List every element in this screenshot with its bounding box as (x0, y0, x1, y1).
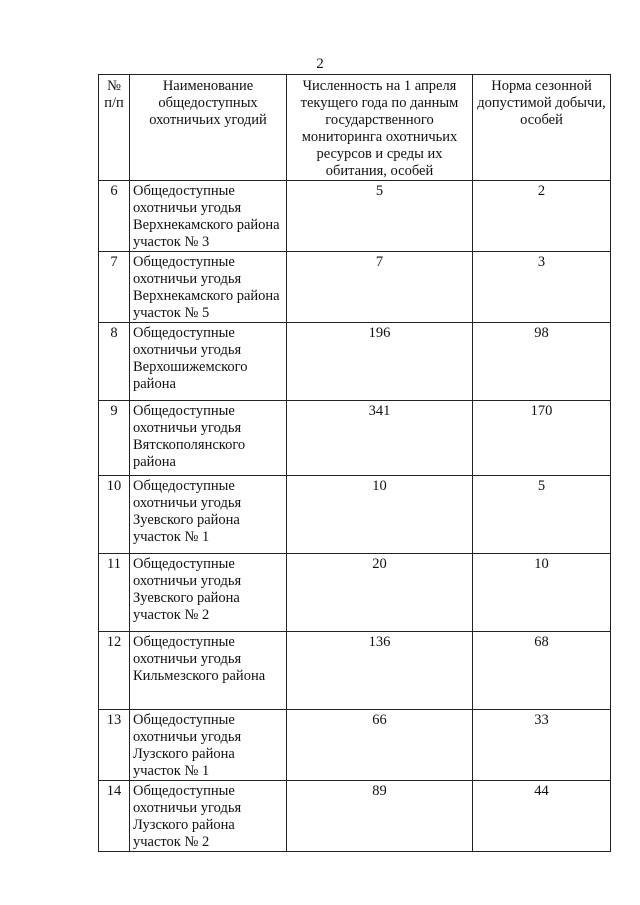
row-num: 6 (99, 181, 130, 252)
row-norm: 2 (473, 181, 611, 252)
row-count: 89 (287, 781, 473, 852)
table-row (99, 323, 611, 401)
row-name: Общедоступные охотничьи угодья Лузского района участок № 2 (130, 781, 287, 852)
row-name: Общедоступные охотничьи угодья Верхошижемского района (130, 323, 287, 401)
table-header-row (99, 75, 611, 181)
row-norm: 3 (473, 252, 611, 323)
row-count: 7 (287, 252, 473, 323)
row-name: Общедоступные охотничьи угодья Кильмезского района (130, 632, 287, 710)
row-count: 20 (287, 554, 473, 632)
row-norm: 98 (473, 323, 611, 401)
header-name: Наименование общедоступных охотничьих угодий (130, 75, 287, 181)
row-norm: 170 (473, 401, 611, 476)
table-row (99, 476, 611, 554)
row-norm: 10 (473, 554, 611, 632)
row-num: 11 (99, 554, 130, 632)
table-row (99, 632, 611, 710)
row-num: 8 (99, 323, 130, 401)
row-num: 12 (99, 632, 130, 710)
row-name: Общедоступные охотничьи угодья Верхнекамского района участок № 5 (130, 252, 287, 323)
row-norm: 68 (473, 632, 611, 710)
hunting-grounds-table (98, 74, 611, 852)
table-row (99, 710, 611, 781)
row-norm: 44 (473, 781, 611, 852)
header-num: № п/п (99, 75, 130, 181)
page-number: 2 (316, 56, 324, 72)
row-num: 10 (99, 476, 130, 554)
row-name: Общедоступные охотничьи угодья Зуевского района участок № 1 (130, 476, 287, 554)
table-row (99, 554, 611, 632)
table-row (99, 401, 611, 476)
row-num: 7 (99, 252, 130, 323)
row-num: 14 (99, 781, 130, 852)
row-name: Общедоступные охотничьи угодья Верхнекамского района участок № 3 (130, 181, 287, 252)
row-name: Общедоступные охотничьи угодья Зуевского района участок № 2 (130, 554, 287, 632)
header-count: Численность на 1 апреля текущего года по данным государственного мониторинга охотничьих ресурсов и среды их обитания, особей (287, 75, 473, 181)
row-num: 13 (99, 710, 130, 781)
table-row (99, 252, 611, 323)
row-norm: 33 (473, 710, 611, 781)
row-norm: 5 (473, 476, 611, 554)
row-count: 136 (287, 632, 473, 710)
table-row (99, 781, 611, 852)
row-count: 196 (287, 323, 473, 401)
row-count: 66 (287, 710, 473, 781)
row-count: 341 (287, 401, 473, 476)
table-row (99, 181, 611, 252)
row-num: 9 (99, 401, 130, 476)
row-count: 5 (287, 181, 473, 252)
row-name: Общедоступные охотничьи угодья Вятскополянского района (130, 401, 287, 476)
header-norm: Норма сезонной допустимой добычи, особей (473, 75, 611, 181)
row-name: Общедоступные охотничьи угодья Лузского района участок № 1 (130, 710, 287, 781)
row-count: 10 (287, 476, 473, 554)
